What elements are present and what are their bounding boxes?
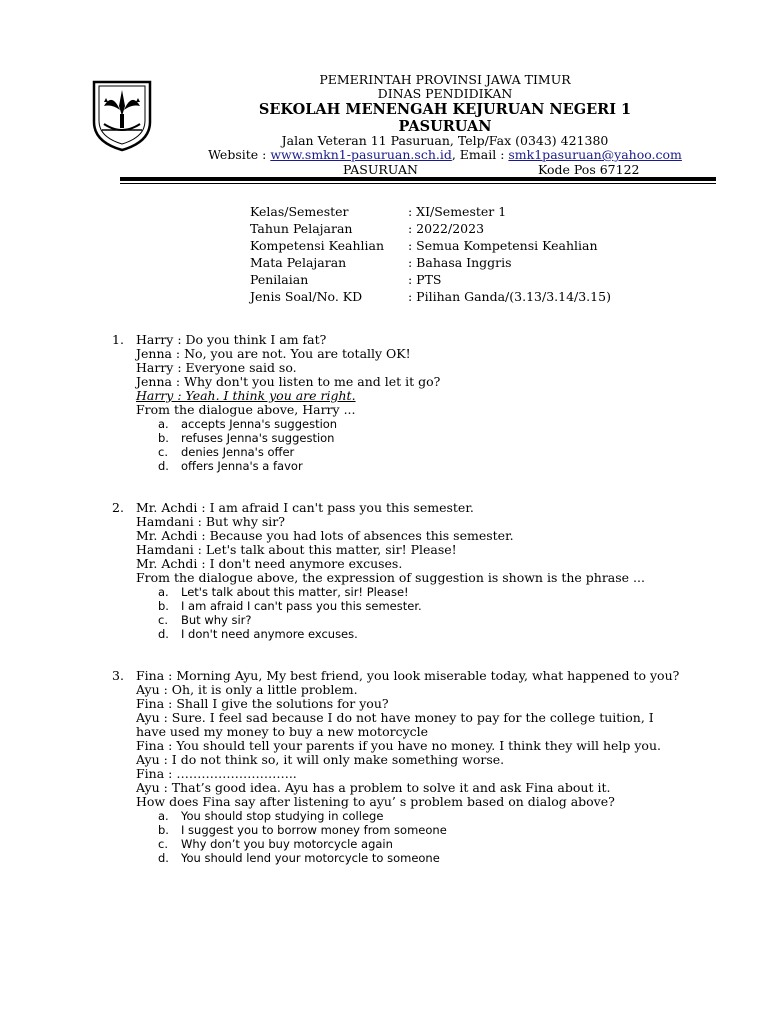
option-d[interactable]: d. You should lend your motorcycle to someone: [158, 851, 440, 865]
dialogue-line: Fina : Morning Ayu, My best friend, you look miserable today, what happened to you?: [136, 668, 680, 683]
option-d[interactable]: d. offers Jenna's a favor: [158, 459, 303, 473]
option-b[interactable]: b. I am afraid I can't pass you this semester.: [158, 599, 422, 613]
letterhead-divider-thick: [120, 177, 716, 181]
contact-line: [120, 148, 768, 162]
letterhead-line-2: DINAS PENDIDIKAN: [377, 86, 513, 101]
dialogue-line: Ayu : I do not think so, it will only make something worse.: [136, 752, 505, 767]
city-label: PASURUAN: [343, 162, 418, 177]
dialogue-line: Fina : Shall I give the solutions for you?: [136, 696, 389, 711]
info-row: Mata Pelajaran : Bahasa Inggris: [250, 255, 512, 270]
options-list: [158, 417, 672, 473]
dialogue-line: Ayu : Oh, it is only a little problem.: [136, 682, 358, 697]
options-list: [158, 585, 672, 641]
dialogue-line: Ayu : That’s good idea. Ayu has a problem to solve it and ask Fina about it.: [136, 780, 611, 795]
question-prompt: From the dialogue above, the expression of suggestion is shown is the phrase ...: [136, 570, 645, 585]
school-name: SEKOLAH MENENGAH KEJURUAN NEGERI 1: [258, 101, 632, 118]
dialogue-line: Hamdani : Let's talk about this matter, sir! Please!: [136, 542, 457, 557]
option-b[interactable]: b. refuses Jenna's suggestion: [158, 431, 335, 445]
dialogue-line: Mr. Achdi : Because you had lots of absences this semester.: [136, 528, 514, 543]
dialogue-line: Ayu : Sure. I feel sad because I do not have money to pay for the college tuition, I have used my money to buy a new motorcycle: [136, 710, 654, 739]
website-link[interactable]: www.smkn1-pasuruan.sch.id: [270, 147, 452, 162]
dialogue-line-highlight: Harry : Yeah. I think you are right.: [136, 388, 356, 403]
question-number: 1.: [112, 332, 124, 347]
option-a[interactable]: a. Let's talk about this matter, sir! Please!: [158, 585, 409, 599]
info-row: Penilaian : PTS: [250, 272, 442, 287]
email-label: , Email :: [451, 147, 509, 162]
school-address: Jalan Veteran 11 Pasuruan, Telp/Fax (0343) 421380: [281, 133, 609, 148]
option-a[interactable]: a. accepts Jenna's suggestion: [158, 417, 338, 431]
info-row: Tahun Pelajaran : 2022/2023: [250, 221, 485, 236]
question-2: [112, 501, 672, 641]
dialogue-line: Harry : Everyone said so.: [136, 360, 297, 375]
postal-code: Kode Pos 67122: [538, 162, 640, 177]
school-city: PASURUAN: [398, 118, 492, 135]
option-d[interactable]: d. I don't need anymore excuses.: [158, 627, 358, 641]
letterhead-divider-thin: [120, 183, 716, 184]
info-row: Kelas/Semester : XI/Semester 1: [250, 204, 507, 219]
dialogue-line: Mr. Achdi : I am afraid I can't pass you this semester.: [136, 500, 474, 515]
option-c[interactable]: c. denies Jenna's offer: [158, 445, 295, 459]
website-label: Website :: [208, 147, 271, 162]
question-3: [112, 668, 680, 865]
option-a[interactable]: a. You should stop studying in college: [158, 809, 384, 823]
dialogue-line: Hamdani : But why sir?: [136, 514, 285, 529]
question-number: 2.: [112, 500, 124, 515]
info-row: Kompetensi Keahlian : Semua Kompetensi Keahlian: [250, 238, 598, 253]
dialogue-line: Jenna : No, you are not. You are totally OK!: [136, 346, 411, 361]
option-c[interactable]: c. Why don’t you buy motorcycle again: [158, 837, 393, 851]
question-prompt: From the dialogue above, Harry ...: [136, 402, 356, 417]
email-link[interactable]: smk1pasuruan@yahoo.com: [508, 147, 682, 162]
dialogue-line: Harry : Do you think I am fat?: [136, 332, 327, 347]
exam-info-table: [250, 203, 611, 305]
dialogue-line: Fina : You should tell your parents if you have no money. I think they will help you.: [136, 738, 661, 753]
option-b[interactable]: b. I suggest you to borrow money from someone: [158, 823, 447, 837]
question-1: [112, 333, 672, 473]
info-row: Jenis Soal/No. KD : Pilihan Ganda/(3.13/3.14/3.15): [250, 289, 611, 304]
dialogue-line: Mr. Achdi : I don't need anymore excuses.: [136, 556, 403, 571]
options-list: [158, 809, 672, 865]
dialogue-line: Fina : ………………………..: [136, 766, 297, 781]
dialogue-line: Jenna : Why don't you listen to me and let it go?: [136, 374, 441, 389]
letterhead-line-1: PEMERINTAH PROVINSI JAWA TIMUR: [319, 72, 571, 87]
question-prompt: How does Fina say after listening to ayu’ s problem based on dialog above?: [136, 794, 615, 809]
option-c[interactable]: c. But why sir?: [158, 613, 252, 627]
question-number: 3.: [112, 668, 124, 683]
